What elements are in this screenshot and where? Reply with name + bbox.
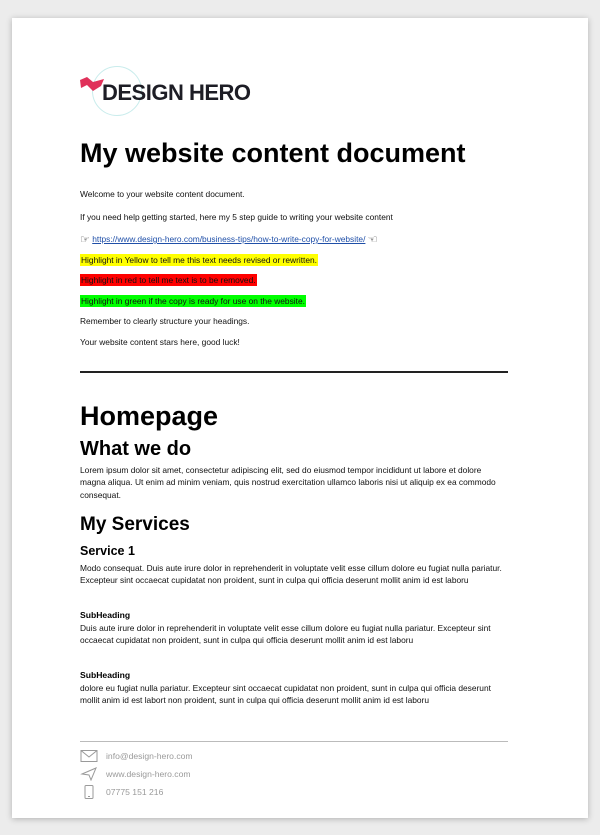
what-we-do-body: Lorem ipsum dolor sit amet, consectetur adipiscing elit, sed do eiusmod tempor incididunt ut labore et dolore magna aliqua. Ut enim ad minim veniam, quis nostrud exercitation ullamco laboris nisi ut aliquip ex ea commodo consequat. bbox=[80, 465, 496, 500]
subheading-2: SubHeading bbox=[80, 670, 131, 680]
pointing-left-hand-icon: ☜ bbox=[367, 234, 378, 246]
footer-email bbox=[80, 748, 193, 764]
pointing-right-hand-icon: ☞ bbox=[80, 234, 90, 246]
logo-wordmark: DESIGN HERO bbox=[102, 80, 251, 105]
intro-welcome: Welcome to your website content document. bbox=[80, 189, 245, 199]
footer-phone-text[interactable]: 07775 151 216 bbox=[106, 787, 164, 797]
guide-link-row bbox=[80, 234, 378, 246]
subheading-2-body: dolore eu fugiat nulla pariatur. Excepteur sint occaecat cupidatat non proident, sunt in culpa qui officia deserunt mollit anim id est labort non proident, sunt in culpa qui officia deserunt mollit anim id est laboru bbox=[80, 683, 491, 706]
highlight-red-text: Highlight in red to tell me text is to be removed. bbox=[81, 275, 256, 285]
subheading-1-body: Duis aute irure dolor in reprehenderit in voluptate velit esse cillum dolore eu fugiat nulla pariatur. Excepteur sint occaecat cupidatat non proident, sunt in culpa qui officia deserunt mollit anim id est laboru bbox=[80, 623, 491, 646]
footer-phone bbox=[80, 784, 163, 800]
send-arrow-icon bbox=[80, 767, 98, 781]
design-hero-logo bbox=[78, 58, 278, 118]
what-we-do-heading: What we do bbox=[80, 438, 192, 460]
document-page bbox=[12, 18, 588, 818]
intro-structure: Remember to clearly structure your headings. bbox=[80, 316, 250, 326]
section-divider bbox=[80, 371, 508, 373]
guide-link[interactable]: https://www.design-hero.com/business-tips/how-to-write-copy-for-website/ bbox=[92, 234, 366, 244]
footer-website bbox=[80, 766, 191, 782]
instruction-green bbox=[80, 296, 306, 307]
highlight-green-text: Highlight in green if the copy is ready for use on the website. bbox=[81, 296, 305, 306]
instruction-yellow bbox=[80, 255, 318, 266]
intro-help: If you need help getting started, here my 5 step guide to writing your website content bbox=[80, 212, 393, 222]
highlight-yellow-text: Highlight in Yellow to tell me this text needs revised or rewritten. bbox=[81, 255, 318, 265]
intro-good-luck: Your website content stars here, good luck! bbox=[80, 337, 240, 347]
services-heading: My Services bbox=[80, 514, 190, 535]
homepage-heading: Homepage bbox=[80, 401, 219, 431]
document-title: My website content document bbox=[80, 138, 466, 168]
footer-website-text[interactable]: www.design-hero.com bbox=[106, 769, 191, 779]
service1-heading: Service 1 bbox=[80, 544, 135, 558]
footer-divider bbox=[80, 741, 508, 742]
mobile-phone-icon bbox=[80, 785, 98, 799]
service1-body: Modo consequat. Duis aute irure dolor in reprehenderit in voluptate velit esse cillum dolore eu fugiat nulla pariatur. Excepteur sint occaecat cupidatat non proident, sunt in culpa qui officia deserunt mollit anim id est laboru bbox=[80, 563, 502, 586]
footer-email-text[interactable]: info@design-hero.com bbox=[106, 751, 193, 761]
subheading-1: SubHeading bbox=[80, 610, 131, 620]
instruction-red bbox=[80, 275, 257, 286]
envelope-icon bbox=[80, 749, 98, 763]
